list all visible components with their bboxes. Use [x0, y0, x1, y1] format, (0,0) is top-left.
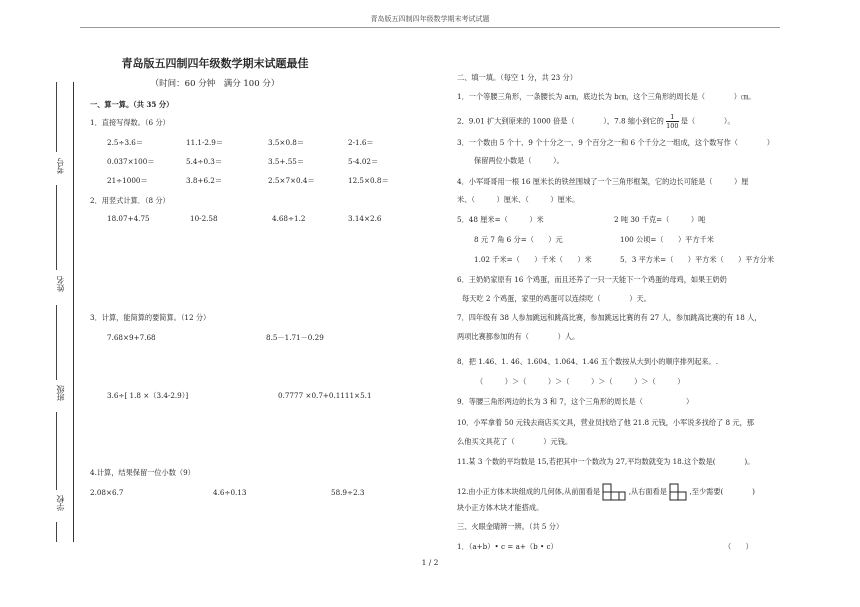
fill-q5b: 2 吨 30 千克=（ ）吨	[614, 215, 706, 224]
fill-q12	[457, 483, 755, 501]
binding-dash	[56, 82, 57, 152]
fill-q10-cont: 么他买文具花了（ ）元钱。	[457, 437, 573, 446]
fill-q1: 1．一个等腰三角形，一条腰长为 a㎝，底边长为 b㎝，这个三角形的周长是（ ）㎝。	[457, 92, 756, 101]
fill-q3: 3．一个数由 5 个十、9 个十分之一、9 个百分之一和 6 个千分之一组成，这个数写作（ ）	[457, 138, 774, 147]
q1-cell: 3.5+.55＝	[268, 157, 305, 166]
fill-q6-cont: 每天吃 2 个鸡蛋，家里的鸡蛋可以连续吃（ ）天。	[462, 294, 651, 303]
binding-line	[73, 82, 74, 542]
label-banji: 班级	[56, 385, 65, 401]
header-rule	[80, 27, 780, 28]
q3-item: 3.6÷[ 1.8 ×（3.4-2.9）]	[107, 391, 189, 400]
fill-q12-text-end: ,至少需要( )	[689, 487, 755, 496]
label-xuexiao: 学校	[56, 495, 65, 511]
judge-q1-blank: （ ）	[724, 542, 753, 551]
q1-heading: 1．直接写得数。（6 分）	[90, 118, 170, 127]
fill-q5e: 1.02 千米=（ ）千米（ ）米	[474, 255, 592, 264]
q3-item: 0.7777 ×0.7+0.1111×5.1	[278, 391, 372, 400]
q2-item: 18.07+4.75	[107, 214, 150, 223]
q3-heading: 3．计算，能简算的要简算。（12 分）	[90, 313, 211, 322]
q2-heading: 2．用竖式计算．（8 分）	[90, 196, 170, 205]
q4-item: 58.9÷2.3	[331, 488, 365, 497]
judge-q1: 1．（a+b）• c = a+（b • c）	[457, 542, 558, 551]
q1-cell: 5-4.02＝	[348, 157, 379, 166]
fraction-numerator: 1	[666, 113, 678, 122]
q1-cell: 5.4÷0.3＝	[186, 157, 223, 166]
q1-cell: 21÷1000＝	[107, 176, 148, 185]
q2-item: 4.68÷1.2	[272, 214, 306, 223]
fill-q6: 6．王奶奶家原有 16 个鸡蛋，而且还养了一只一天能下一个鸡蛋的母鸡，如果王奶奶	[457, 275, 727, 284]
fill-q10: 10．小军拿着 50 元钱去商店买文具，营业员找给了他 21.8 元钱，小军说多找给了 8 元，那	[457, 418, 754, 427]
page-number: 1 / 2	[421, 558, 439, 567]
fraction-denominator: 100	[666, 122, 679, 130]
fill-q12-cont: 块小正方体木块才能搭成。	[457, 503, 544, 512]
fill-q2-text: 2．9.01 扩大到原来的 1000 倍是（ ），7.8 缩小到它的	[457, 116, 664, 126]
front-view-icon	[602, 483, 626, 501]
q4-heading: 4.计算，结果保留一位小数（9）	[90, 468, 195, 477]
fill-q7: 7．四年级有 38 人参加跳远和跳高比赛，参加跳远比赛的有 27 人，参加跳高比赛的有 18 人，	[457, 313, 762, 322]
q2-item: 10-2.58	[190, 214, 218, 223]
fill-q12-text: 12.由小正方体木块组成的几何体,从前面看是	[457, 487, 601, 496]
label-kaohao: 考号	[56, 158, 65, 174]
section-2-heading: 二、填一填。（每空 1 分，共 23 分）	[457, 73, 577, 82]
fill-q7-cont: 两项比赛都参加的有（ ）人。	[457, 332, 580, 341]
fill-q8: 8．把 1.46、1. 46、1.604、1.064、1.46 五个数按从大到小的顺序排列起来。.	[457, 357, 719, 366]
fill-q5c: 8 元 7 角 6 分=（ ）元	[474, 235, 563, 244]
q1-cell: 0.037×100＝	[107, 157, 155, 166]
fill-q5a: 5．48 厘米=（ ）米	[457, 215, 544, 224]
label-xingming: 姓名	[56, 276, 65, 292]
exam-subtitle: （时间：60 分钟 满分 100 分）	[150, 79, 280, 89]
q1-cell: 2-1.6＝	[348, 138, 374, 147]
exam-title: 青岛版五四制四年级数学期末试题最佳	[121, 57, 309, 70]
fill-q5d: 100 公顷=（ ）平方千米	[620, 235, 714, 244]
q1-cell: 2.5×7×0.4＝	[268, 176, 315, 185]
q3-item: 8.5－1.71－0.29	[266, 333, 324, 342]
q4-item: 2.08×6.7	[90, 488, 124, 497]
q1-cell: 3.5×0.8＝	[268, 138, 305, 147]
q1-cell: 3.8+6.2＝	[186, 176, 223, 185]
fill-q4: 4．小军哥哥用一根 16 厘米长的铁丝围城了一个三角形框架，它的边长可能是（ ）厘	[457, 177, 749, 186]
binding-dash	[56, 305, 57, 380]
q1-cell: 11.1-2.9＝	[186, 138, 224, 147]
section-1-heading: 一、算一算。（共 35 分）	[90, 100, 174, 109]
binding-dash	[56, 412, 57, 490]
fill-q9: 9．等腰三角形两边的长为 3 和 7，这个三角形的周长是（ ）	[457, 397, 694, 406]
fill-q3-cont: 保留两位小数是（ ）。	[474, 156, 564, 165]
fill-q11: 11.某 3 个数的平均数是 15,若把其中一个数改为 27,平均数就变为 18.这个数是( )。	[457, 457, 755, 466]
fill-q5f: 5．3 平方米=（ ）平方米（ ）平方分米	[620, 255, 775, 264]
fill-q8-blanks: （ ）＞（ ）＞（ ）＞（ ）＞（ ）	[476, 377, 685, 386]
q2-item: 3.14×2.6	[348, 214, 382, 223]
fraction	[666, 113, 678, 130]
q3-item: 7.68×9+7.68	[107, 333, 156, 342]
q1-cell: 2.5÷3.6＝	[107, 138, 144, 147]
right-view-icon	[669, 483, 687, 501]
fill-q12-text-mid: ,从右面看是	[628, 487, 667, 496]
q4-item: 4.6÷0.13	[213, 488, 247, 497]
fill-q2	[457, 113, 735, 130]
q1-cell: 12.5×0.8＝	[348, 176, 389, 185]
fill-q4-cont: 米、（ ）厘米、（ ）厘米。	[457, 195, 580, 204]
section-3-heading: 三、火眼金睛辨一辨。（共 5 分）	[457, 522, 564, 531]
binding-dash	[56, 185, 57, 270]
page-header: 青岛版五四制四年级数学期末考试试题	[370, 15, 490, 23]
fill-q2-text-end: 是（ ）。	[680, 116, 735, 126]
binding-dash	[56, 522, 57, 542]
